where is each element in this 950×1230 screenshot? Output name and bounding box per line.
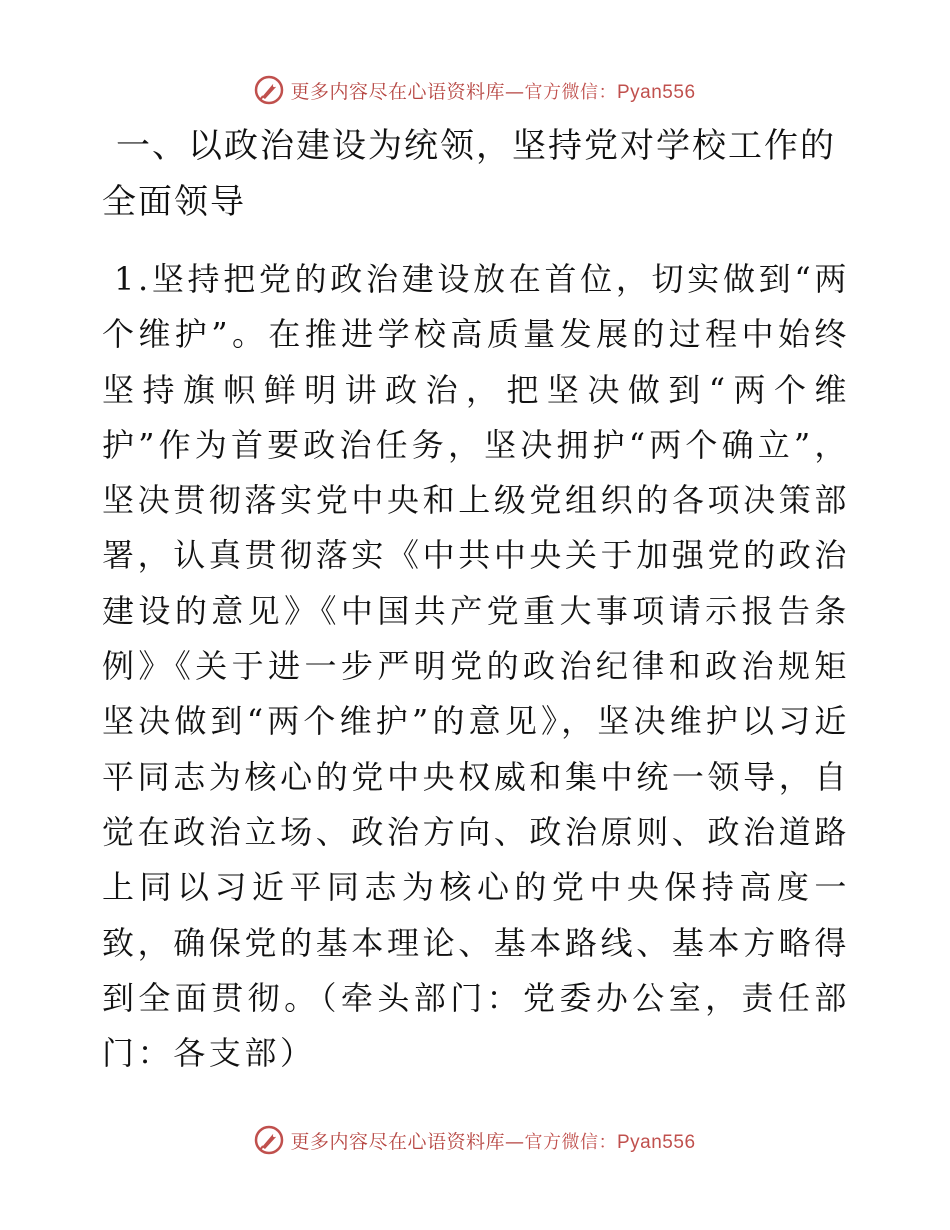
banner-site: 更多内容尽在心语资料库 [290,1130,505,1153]
banner-dash: — [505,80,525,103]
banner-text [290,77,695,104]
banner-handle: Pyan556 [617,1131,696,1153]
footer-banner [0,1120,950,1160]
pen-nib-logo-icon [254,75,284,105]
header-banner [0,70,950,110]
banner-handle: Pyan556 [617,81,696,103]
banner-dash: — [505,1130,525,1153]
item-number: 1. [114,260,152,298]
banner-text [290,1127,695,1154]
item-body: 坚持把党的政治建设放在首位，切实做到“两个维护”。在推进学校高质量发展的过程中始终坚持旗帜鲜明讲政治，把坚决做到“两个维护”作为首要政治任务，坚决拥护“两个确立”，坚决贯彻落实党中央和上级党组织的各项决策部署，认真贯彻落实《中共中央关于加强党的政治建设的意见》《中国共产党重大事项请示报告条例》《关于进一步严明党的政治纪律和政治规矩坚决做到“两个维护”的意见》，坚决维护以习近平同志为核心的党中央权威和集中统一领导，自觉在政治立场、政治方向、政治原则、政治道路上同以习近平同志为核心的党中央保持高度一致，确保党的基本理论、基本路线、基本方略得到全面贯彻。（牵头部门：党委办公室，责任部门：各支部） [102,260,850,1073]
section-heading: 一、以政治建设为统领，坚持党对学校工作的全面领导 [102,126,836,222]
item-paragraph [102,252,850,1081]
pen-nib-logo-icon [254,1125,284,1155]
banner-label: 官方微信： [524,81,617,103]
banner-site: 更多内容尽在心语资料库 [290,80,505,103]
banner-label: 官方微信： [524,1131,617,1153]
